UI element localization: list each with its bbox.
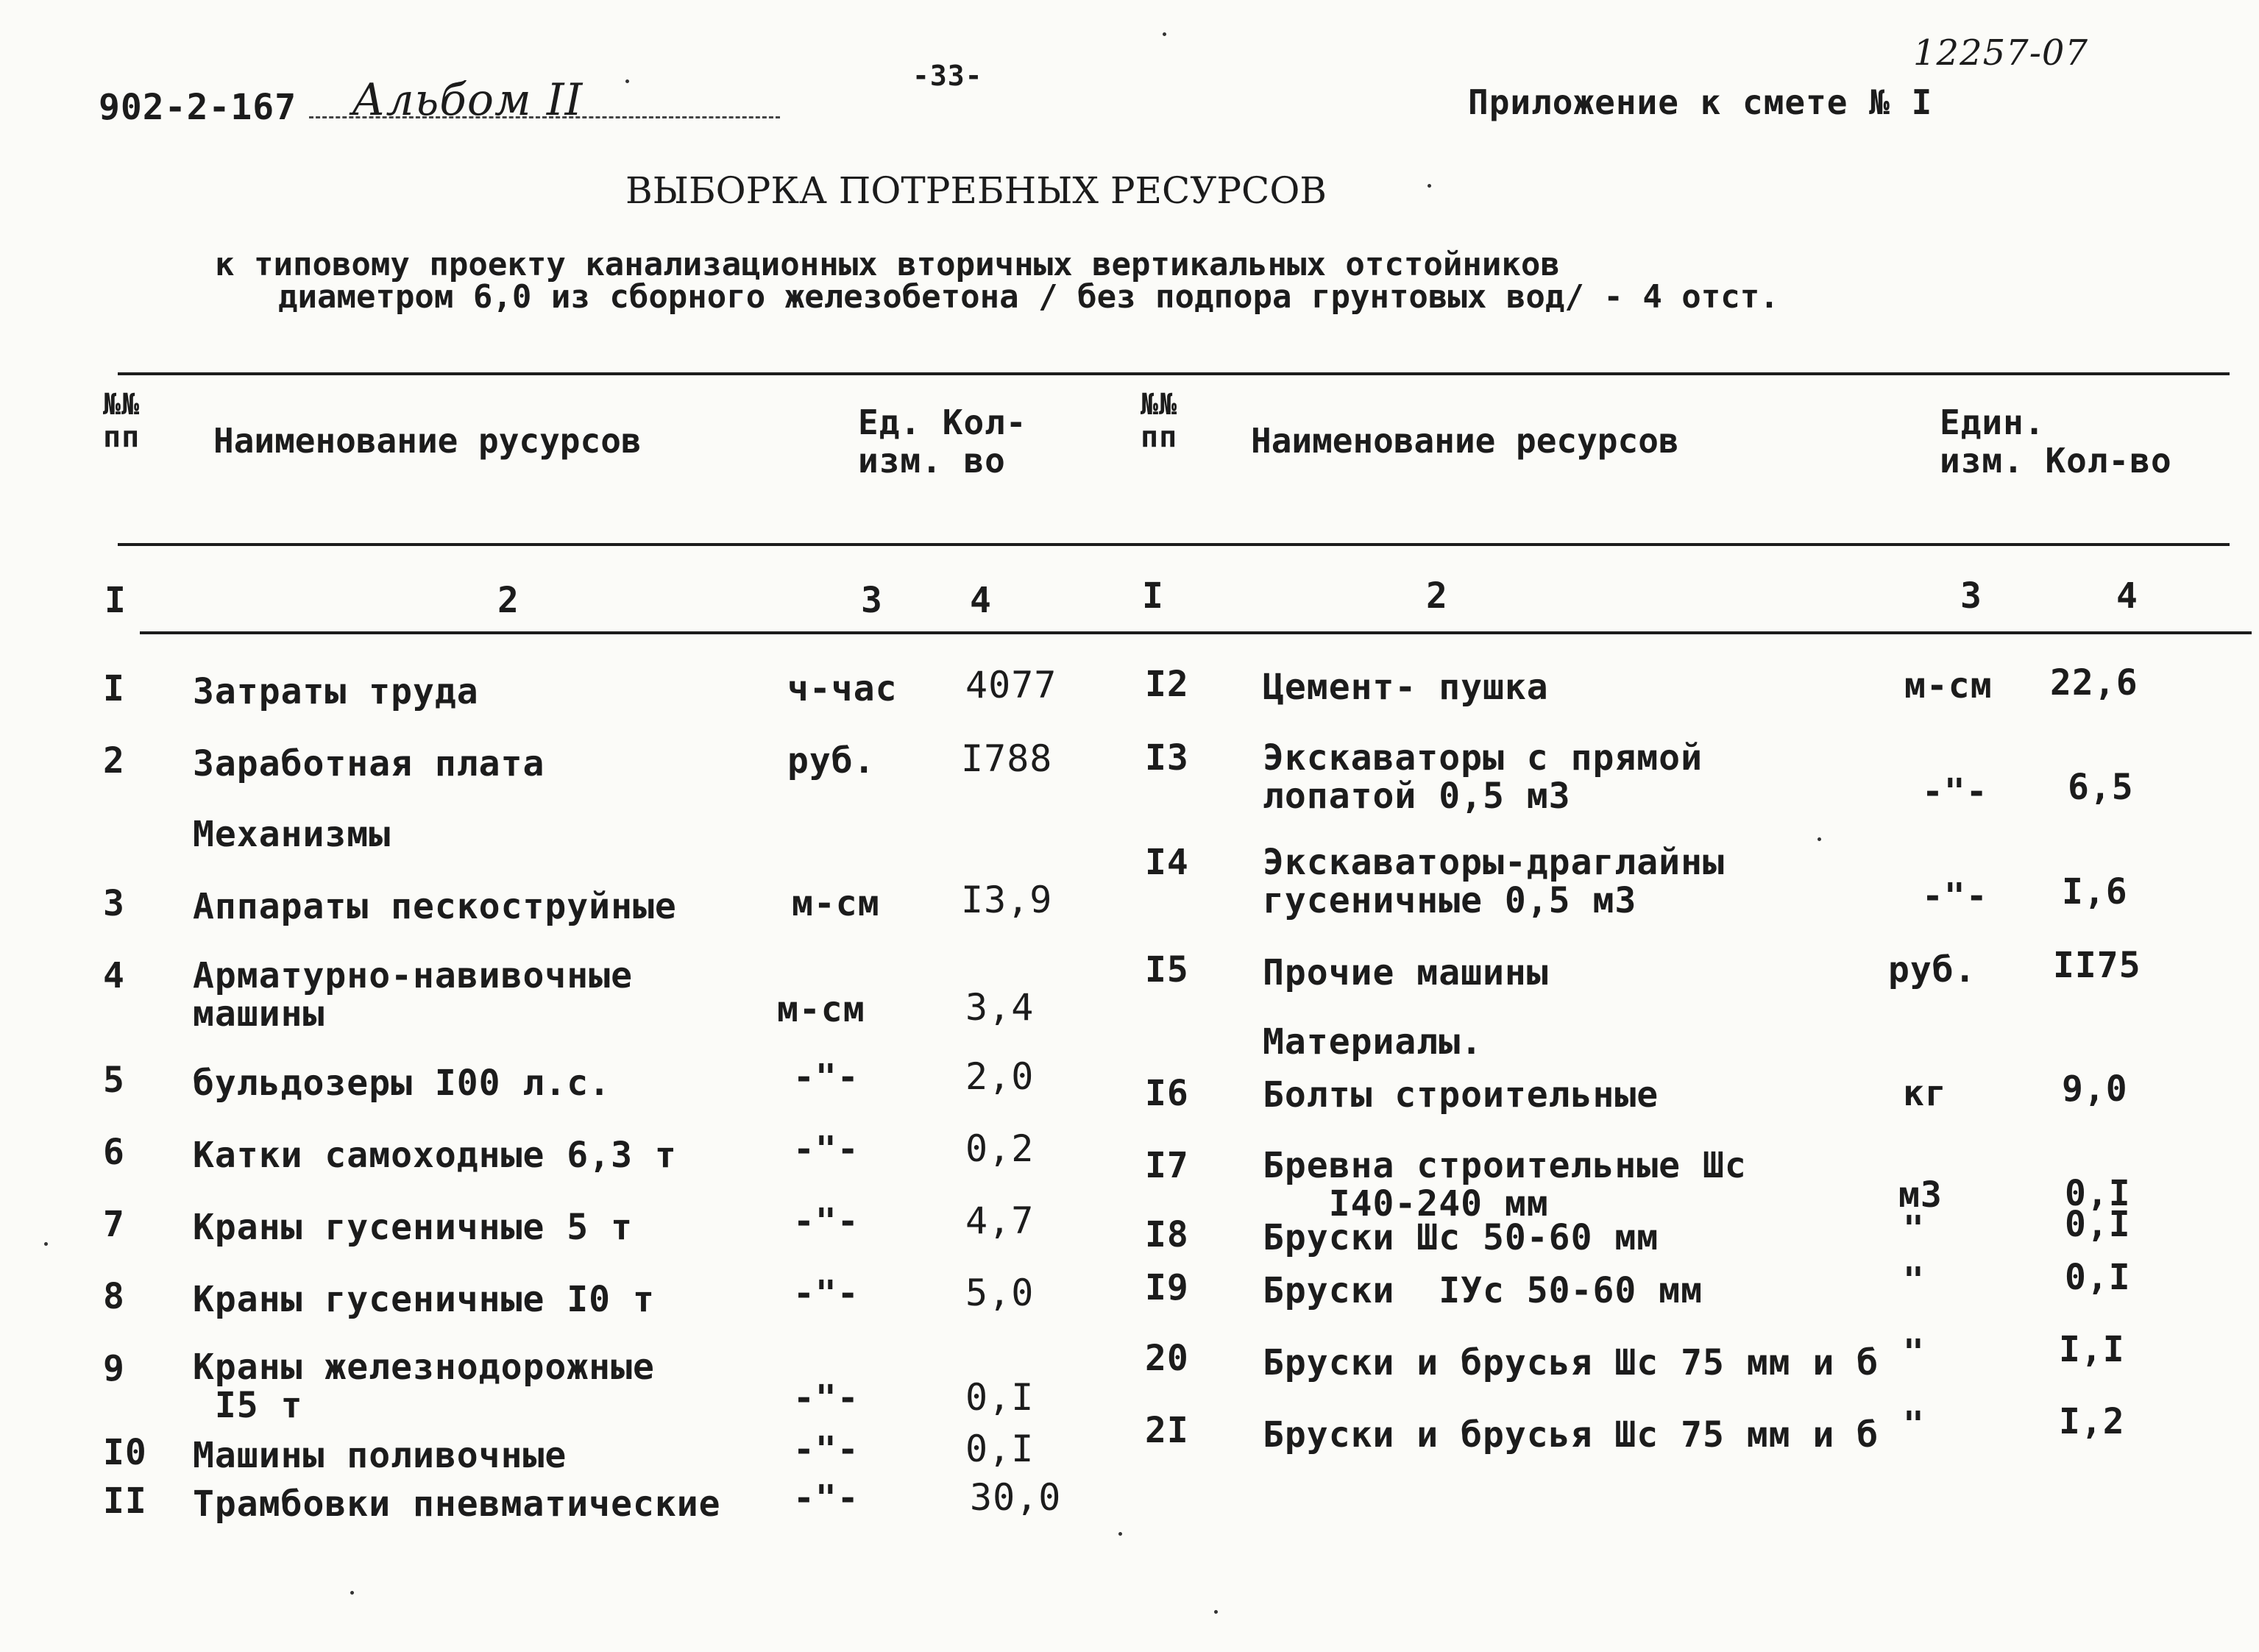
row-number: 2I — [1145, 1410, 1189, 1451]
album-label: Альбом II — [352, 74, 584, 126]
row-number: 7 — [103, 1204, 125, 1245]
quantity: 0,I — [2065, 1173, 2131, 1214]
quantity: 3,4 — [965, 986, 1035, 1029]
colnum-left-1: I — [104, 580, 127, 621]
scan-speck — [1428, 184, 1431, 188]
quantity: 22,6 — [2050, 662, 2138, 703]
row-number: I9 — [1145, 1267, 1189, 1308]
unit: -"- — [793, 1129, 859, 1170]
unit: руб. — [1888, 949, 1976, 990]
quantity: I,I — [2059, 1329, 2125, 1370]
row-number: I3 — [1145, 737, 1189, 779]
resource-name: Заработная плата — [193, 743, 545, 784]
row-number: 4 — [103, 955, 125, 996]
unit: -"- — [1922, 771, 1988, 812]
row-number: I8 — [1145, 1214, 1189, 1255]
quantity: 9,0 — [2062, 1068, 2128, 1110]
appendix-label: Приложение к смете № I — [1468, 82, 1933, 122]
row-number: I2 — [1145, 664, 1189, 705]
header-unit-qty-left: Ед. Кол- изм. во — [858, 403, 1027, 481]
quantity: 6,5 — [2068, 767, 2134, 808]
resource-name: Трамбовки пневматические — [193, 1483, 721, 1525]
resource-name: Аппараты пескоструйные — [193, 886, 677, 927]
quantity: 0,I — [2065, 1204, 2131, 1245]
resource-name: бульдозеры I00 л.с. — [193, 1063, 611, 1104]
resource-name: Бруски IУс 50-60 мм — [1263, 1270, 1703, 1311]
subtitle-line-1: к типовому проекту канализационных вторичных вертикальных отстойников — [215, 246, 1560, 283]
row-number: 20 — [1145, 1338, 1189, 1379]
table-top-rule — [118, 372, 2230, 375]
header-name-right: Наименование ресурсов — [1251, 421, 1679, 461]
unit: м3 — [1898, 1174, 1943, 1216]
archive-stamp: 12257-07 — [1913, 32, 2088, 74]
resource-name: Прочие машины — [1263, 952, 1549, 993]
row-number: 2 — [103, 740, 125, 781]
unit: -"- — [793, 1378, 859, 1419]
section-heading: Механизмы — [193, 814, 391, 855]
unit: -"- — [793, 1429, 859, 1470]
quantity: 30,0 — [970, 1476, 1062, 1519]
colnum-bottom-rule — [140, 631, 2252, 634]
unit: -"- — [793, 1273, 859, 1314]
row-number: I7 — [1145, 1145, 1189, 1186]
unit: " — [1903, 1404, 1925, 1445]
colnum-right-4: 4 — [2116, 575, 2138, 617]
row-number: I5 — [1145, 949, 1189, 990]
unit: ч-час — [787, 668, 898, 709]
resource-name: Экскаваторы-драглайны гусеничные 0,5 м3 — [1263, 842, 1725, 921]
resource-name: Краны гусеничные I0 т — [193, 1279, 655, 1320]
resource-name: Катки самоходные 6,3 т — [193, 1135, 677, 1176]
unit: -"- — [793, 1478, 859, 1519]
doc-code: 902-2-167 — [99, 87, 297, 128]
unit: кг — [1903, 1073, 1947, 1114]
scan-speck — [1163, 32, 1166, 36]
row-number: II — [103, 1481, 147, 1522]
row-number: I0 — [103, 1432, 147, 1473]
unit: м-см — [777, 989, 865, 1030]
header-unit-qty-right: Един. изм. Кол-во — [1940, 403, 2172, 481]
scan-speck — [44, 1242, 48, 1246]
colnum-right-1: I — [1142, 575, 1164, 617]
resource-name: Арматурно-навивочные машины — [193, 955, 633, 1035]
row-number: I6 — [1145, 1073, 1189, 1114]
resource-name: Затраты труда — [193, 671, 479, 712]
album-underline — [309, 116, 780, 118]
unit: " — [1903, 1332, 1925, 1373]
resource-name: Машины поливочные — [193, 1435, 567, 1476]
colnum-left-3: 3 — [861, 580, 883, 621]
header-name-left: Наименование русурсов — [213, 421, 642, 461]
unit: " — [1903, 1208, 1925, 1249]
resource-name: Бревна строительные Шс I40-240 мм — [1263, 1145, 1747, 1224]
header-num-left: №№ пп — [103, 388, 141, 454]
scan-speck — [350, 1591, 354, 1595]
quantity: I3,9 — [961, 879, 1053, 921]
resource-name: Бруски и брусья Шс 75 мм и б — [1263, 1342, 1879, 1383]
colnum-right-3: 3 — [1960, 575, 1982, 617]
header-num-right: №№ пп — [1141, 388, 1178, 454]
resource-name: Цемент- пушка — [1263, 667, 1549, 708]
scan-speck — [625, 79, 629, 83]
resource-name: Краны железнодорожные I5 т — [193, 1347, 655, 1426]
row-number: 6 — [103, 1132, 125, 1173]
unit: руб. — [787, 740, 876, 781]
quantity: 4077 — [965, 664, 1057, 706]
scan-speck — [1818, 837, 1821, 841]
row-number: 8 — [103, 1276, 125, 1317]
subtitle-line-2: диаметром 6,0 из сборного железобетона / без подпора грунтовых вод/ - 4 отст. — [278, 278, 1779, 316]
quantity: 5,0 — [965, 1272, 1035, 1314]
page-mark: -33- — [912, 60, 983, 92]
resource-name: Краны гусеничные 5 т — [193, 1207, 633, 1248]
row-number: 3 — [103, 883, 125, 924]
quantity: 0,2 — [965, 1127, 1035, 1170]
unit: -"- — [793, 1201, 859, 1242]
row-number: I — [103, 668, 125, 709]
unit: " — [1903, 1260, 1925, 1301]
section-heading: Материалы. — [1263, 1021, 1483, 1063]
colnum-left-4: 4 — [970, 580, 992, 621]
header-bottom-rule — [118, 543, 2230, 546]
resource-name: Бруски и брусья Шс 75 мм и б — [1263, 1414, 1879, 1456]
quantity: 0,I — [965, 1428, 1035, 1470]
quantity: 2,0 — [965, 1055, 1035, 1098]
quantity: I,2 — [2059, 1401, 2125, 1442]
scan-speck — [1118, 1532, 1122, 1536]
quantity: I788 — [961, 737, 1053, 780]
document-title: ВЫБОРКА ПОТРЕБНЫХ РЕСУРСОВ — [625, 169, 1327, 212]
scan-speck — [1214, 1610, 1218, 1614]
quantity: 0,I — [965, 1376, 1035, 1419]
unit: м-см — [792, 883, 880, 924]
resource-name: Экскаваторы с прямой лопатой 0,5 м3 — [1263, 737, 1703, 817]
row-number: 9 — [103, 1348, 125, 1389]
resource-name: Болты строительные — [1263, 1074, 1659, 1116]
quantity: II75 — [2053, 945, 2141, 986]
quantity: 0,I — [2065, 1257, 2131, 1298]
resource-name: Бруски Шс 50-60 мм — [1263, 1217, 1659, 1258]
colnum-left-2: 2 — [497, 580, 519, 621]
row-number: I4 — [1145, 842, 1189, 883]
quantity: 4,7 — [965, 1199, 1035, 1242]
row-number: 5 — [103, 1060, 125, 1101]
quantity: I,6 — [2062, 871, 2128, 912]
unit: -"- — [1922, 876, 1988, 917]
unit: м-см — [1904, 665, 1993, 706]
colnum-right-2: 2 — [1426, 575, 1448, 617]
unit: -"- — [793, 1057, 859, 1098]
